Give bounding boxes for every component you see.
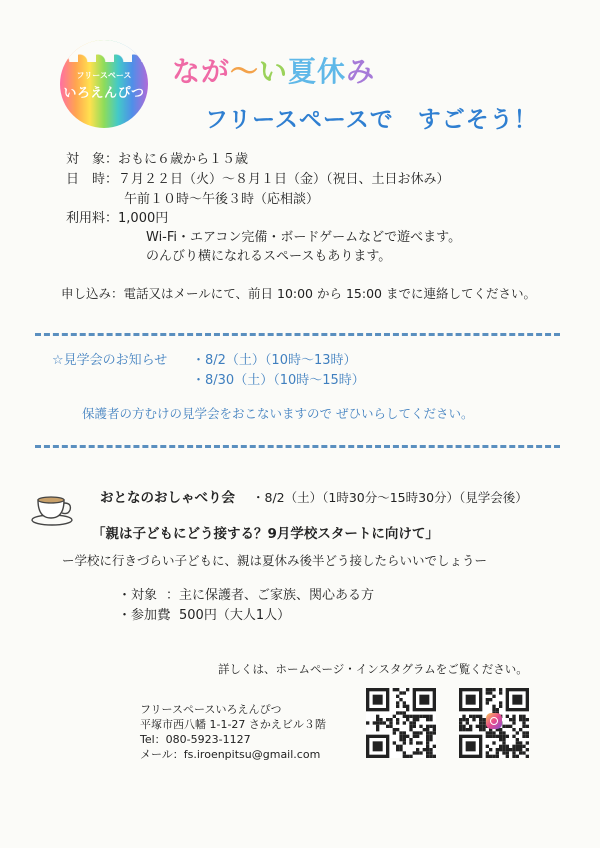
target-row — [66, 150, 248, 170]
tour-date-1: ・8/2（土）（10時〜13時） — [192, 353, 357, 368]
talk-title: おとなのおしゃべり会 — [100, 490, 235, 506]
email: メール：fs.iroenpitsu@gmail.com — [140, 748, 321, 761]
talk-when: ・8/2（土）（1時30分〜15時30分）（見学会後） — [252, 490, 528, 505]
title-part-2: 〜 — [230, 55, 260, 88]
talk-fee-row — [118, 606, 290, 626]
talk-fee-label: ・参加費 — [118, 608, 171, 623]
org-name: フリースペースいろえんぴつ — [140, 703, 282, 716]
divider — [35, 445, 560, 448]
divider — [35, 333, 560, 336]
title-part-5: み — [346, 55, 376, 88]
talk-target-row — [118, 586, 374, 606]
space-note: のんびり横になれるスペースもあります。 — [146, 249, 392, 264]
talk-target-value: ：主に保護者、ご家族、関心ある方 — [166, 588, 375, 603]
logo-name: いろえんぴつ — [63, 86, 145, 101]
apply-value: 電話又はメールにて、前日 10:00 から 15:00 までに連絡してください。 — [123, 286, 536, 301]
talk-lead: ー学校に行きづらい子どもに、親は夏休み後半どう接したらいいでしょうー — [62, 553, 488, 568]
homepage-qr-code[interactable] — [366, 688, 436, 758]
facility-note: Wi-Fi・エアコン完備・ボードゲームなどで遊べます。 — [146, 230, 462, 245]
apply-label: 申し込み： — [61, 286, 124, 301]
fee-value: 1,000円 — [118, 211, 169, 226]
tour-note: 保護者の方むけの見学会をおこないますので ぜひいらしてください。 — [82, 406, 474, 421]
coffee-cup-icon — [30, 488, 76, 528]
target-label: 対 象： — [66, 152, 119, 167]
tour-date-2: ・8/30（土）（10時〜15時） — [192, 373, 365, 388]
talk-theme: 「親は子どもにどう接する？9月学校スタートに向けて」 — [92, 526, 439, 542]
target-value: おもに６歳から１５歳 — [118, 152, 249, 167]
logo — [60, 40, 148, 128]
fee-row — [66, 209, 168, 229]
fee-label: 利用料： — [66, 211, 119, 226]
address: 平塚市西八幡 1-1-27 さかえビル３階 — [140, 718, 326, 731]
phone: Tel：080-5923-1127 — [140, 733, 251, 746]
title-part-4: 夏休 — [288, 55, 347, 88]
apply-row — [61, 284, 536, 304]
talk-target-label: ・対象 — [118, 588, 158, 603]
logo-sub: フリースペース — [76, 71, 132, 80]
title-part-3: い — [259, 55, 289, 88]
tour-label: ☆見学会のお知らせ — [52, 353, 168, 368]
date-value: ７月２２日（火）〜８月１日（金）（祝日、土日お休み） — [118, 172, 450, 187]
page-subtitle: フリースペースで すごそう！ — [205, 107, 538, 133]
instagram-icon — [486, 713, 502, 729]
time-value: 午前１０時〜午後３時（応相談） — [124, 192, 320, 207]
page-title — [172, 50, 375, 90]
date-row — [66, 170, 450, 190]
talk-fee-value: ：500円（大人1人） — [166, 608, 291, 623]
date-label: 日 時： — [66, 172, 119, 187]
more-info: 詳しくは、ホームページ・インスタグラムをご覧ください。 — [218, 662, 528, 676]
title-part-1: なが — [172, 55, 231, 88]
